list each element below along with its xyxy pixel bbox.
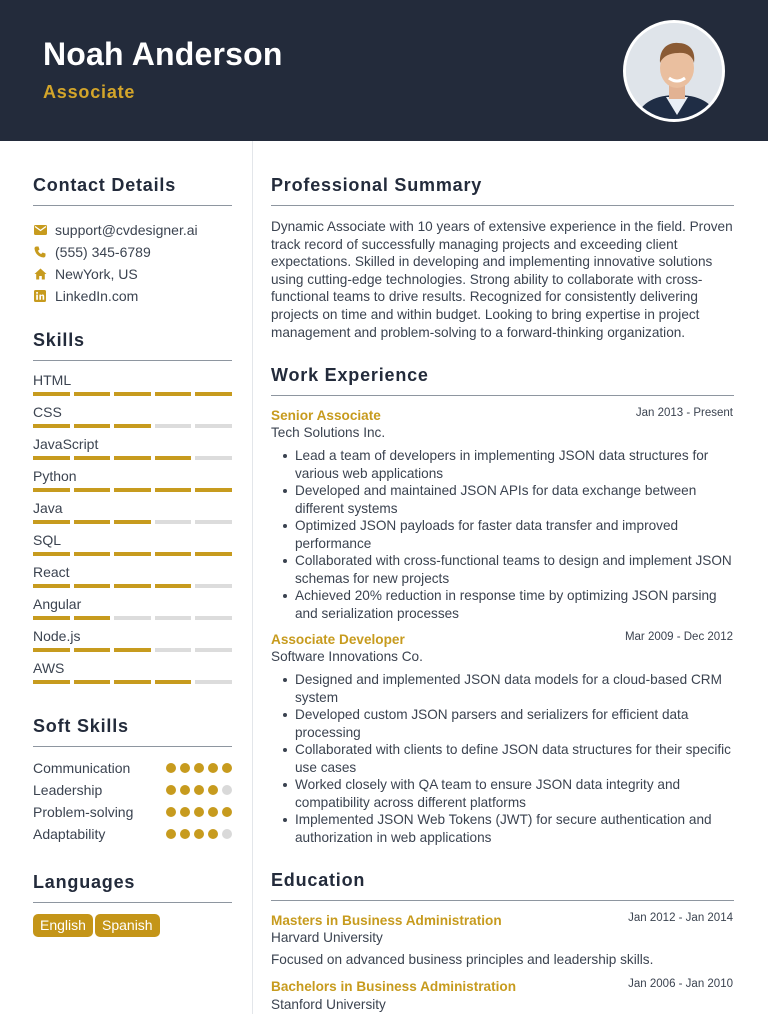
skill-name: Angular [33, 596, 82, 612]
rating-dot [208, 763, 218, 773]
summary-rule [271, 205, 734, 206]
skill-level-bars [33, 456, 232, 460]
skill-row [33, 500, 232, 524]
soft-skill-name: Leadership [33, 782, 103, 798]
profile-photo-icon [626, 23, 725, 122]
contact-location-text: NewYork, US [55, 266, 138, 282]
column-divider [252, 141, 253, 1014]
job-title: Senior Associate [271, 408, 381, 423]
skill-level-segment [33, 680, 70, 684]
skill-level-segment [155, 680, 192, 684]
rating-dot [222, 829, 232, 839]
rating-dot [208, 807, 218, 817]
skill-level-segment [195, 424, 232, 428]
skill-level-segment [155, 392, 192, 396]
skill-name: Node.js [33, 628, 81, 644]
skill-level-bars [33, 648, 232, 652]
skill-level-segment [114, 456, 151, 460]
skill-level-segment [195, 616, 232, 620]
languages-title: Languages [33, 872, 136, 892]
contact-phone[interactable] [33, 243, 151, 261]
skill-name: Python [33, 468, 77, 484]
candidate-name: Noah Anderson [43, 36, 283, 72]
language-badge: Spanish [95, 914, 160, 937]
skill-level-segment [74, 456, 111, 460]
skill-level-segment [155, 424, 192, 428]
skill-level-segment [114, 424, 151, 428]
skill-level-segment [74, 488, 111, 492]
resume-header [0, 0, 768, 141]
skill-level-bars [33, 488, 232, 492]
skill-row [33, 404, 232, 428]
skill-level-segment [195, 456, 232, 460]
skill-level-segment [114, 520, 151, 524]
job-bullets [283, 447, 735, 622]
skill-level-segment [74, 520, 111, 524]
soft-skill-row [33, 825, 232, 843]
job-bullet: Achieved 20% reduction in response time by optimizing JSON parsing and serialization processes [283, 587, 735, 622]
skill-row [33, 532, 232, 556]
skill-level-bars [33, 424, 232, 428]
skill-level-segment [114, 584, 151, 588]
skill-level-segment [74, 392, 111, 396]
job-bullet: Developed and maintained JSON APIs for data exchange between different systems [283, 482, 735, 517]
rating-dot [166, 785, 176, 795]
skill-level-segment [33, 488, 70, 492]
rating-dot [180, 785, 190, 795]
school-name: Stanford University [271, 997, 386, 1012]
skill-row [33, 596, 232, 620]
experience-title: Work Experience [271, 365, 429, 385]
skill-level-bars [33, 520, 232, 524]
skill-level-segment [114, 488, 151, 492]
soft-skill-rating [166, 807, 232, 817]
skill-name: React [33, 564, 70, 580]
rating-dot [166, 807, 176, 817]
contact-phone-text: (555) 345-6789 [55, 244, 151, 260]
degree-description: Focused on advanced business principles and leadership skills. [271, 952, 654, 967]
skill-level-bars [33, 680, 232, 684]
skill-name: Java [33, 500, 63, 516]
degree-title: Bachelors in Business Administration [271, 979, 516, 994]
skill-level-bars [33, 584, 232, 588]
soft-skills-title: Soft Skills [33, 716, 129, 736]
job-bullets [283, 671, 735, 846]
school-name: Harvard University [271, 930, 383, 945]
degree-date: Jan 2012 - Jan 2014 [628, 912, 733, 924]
job-bullet: Developed custom JSON parsers and serializers for efficient data processing [283, 706, 735, 741]
skill-level-bars [33, 552, 232, 556]
skill-name: AWS [33, 660, 65, 676]
rating-dot [208, 829, 218, 839]
skill-level-segment [33, 552, 70, 556]
soft-skill-row [33, 781, 232, 799]
skill-level-segment [33, 584, 70, 588]
soft-skills-rule [33, 746, 232, 747]
rating-dot [180, 763, 190, 773]
phone-icon [33, 245, 47, 259]
avatar [623, 20, 725, 122]
rating-dot [180, 829, 190, 839]
job-bullet: Optimized JSON payloads for faster data transfer and improved performance [283, 517, 735, 552]
job-company: Tech Solutions Inc. [271, 425, 386, 440]
rating-dot [194, 829, 204, 839]
soft-skill-rating [166, 829, 232, 839]
envelope-icon [33, 223, 47, 237]
skill-level-segment [33, 648, 70, 652]
contact-title: Contact Details [33, 175, 177, 195]
summary-title: Professional Summary [271, 175, 483, 195]
skill-row [33, 436, 232, 460]
skill-row [33, 660, 232, 684]
degree-title: Masters in Business Administration [271, 913, 502, 928]
rating-dot [194, 763, 204, 773]
contact-location [33, 265, 138, 283]
job-date: Jan 2013 - Present [635, 407, 733, 419]
skill-level-segment [155, 552, 192, 556]
skill-level-segment [195, 392, 232, 396]
soft-skill-rating [166, 763, 232, 773]
education-rule [271, 900, 734, 901]
job-company: Software Innovations Co. [271, 649, 423, 664]
skill-level-segment [114, 392, 151, 396]
skill-level-segment [114, 680, 151, 684]
job-bullet: Collaborated with clients to define JSON data structures for their specific use cases [283, 741, 735, 776]
skill-level-segment [74, 616, 111, 620]
experience-rule [271, 395, 734, 396]
soft-skill-rating [166, 785, 232, 795]
skill-name: CSS [33, 404, 62, 420]
rating-dot [180, 807, 190, 817]
home-icon [33, 267, 47, 281]
rating-dot [208, 785, 218, 795]
summary-text: Dynamic Associate with 10 years of extensive experience in the field. Proven track record of successfully managing projects and exceeding client expectations. Skilled in developing and implementing innovative solutions using cutting-edge technologies. Strong ability to collaborate with cross-functional teams to drive results. Recognized for consistently delivering projects on time and within budget. Looking to bring expertise in project management and problem-solving to a forward-thinking organization. [271, 219, 733, 340]
skill-level-segment [74, 584, 111, 588]
contact-rule [33, 205, 232, 206]
degree-date: Jan 2006 - Jan 2010 [628, 978, 733, 990]
soft-skill-row [33, 759, 232, 777]
skill-row [33, 628, 232, 652]
job-bullet: Designed and implemented JSON data models for a cloud-based CRM system [283, 671, 735, 706]
skill-name: JavaScript [33, 436, 99, 452]
job-bullet: Collaborated with cross-functional teams to design and implement JSON schemas for new projects [283, 552, 735, 587]
skill-level-segment [74, 680, 111, 684]
skill-level-segment [114, 616, 151, 620]
rating-dot [222, 807, 232, 817]
soft-skill-name: Adaptability [33, 826, 106, 842]
education-title: Education [271, 870, 366, 890]
skill-level-bars [33, 392, 232, 396]
candidate-role: Associate [43, 82, 136, 102]
job-bullet: Worked closely with QA team to ensure JSON data integrity and compatibility across different platforms [283, 776, 735, 811]
skill-level-segment [114, 648, 151, 652]
job-title: Associate Developer [271, 632, 405, 647]
skill-level-segment [114, 552, 151, 556]
skill-level-segment [195, 648, 232, 652]
skill-level-segment [74, 424, 111, 428]
contact-linkedin[interactable] [33, 287, 138, 305]
contact-email-text: support@cvdesigner.ai [55, 222, 198, 238]
job-bullet: Lead a team of developers in implementing JSON data structures for various web applications [283, 447, 735, 482]
language-badge: English [33, 914, 93, 937]
rating-dot [166, 829, 176, 839]
skill-level-segment [155, 584, 192, 588]
rating-dot [222, 763, 232, 773]
skill-level-segment [33, 424, 70, 428]
skill-level-segment [195, 552, 232, 556]
skill-level-segment [155, 456, 192, 460]
skill-level-segment [195, 584, 232, 588]
languages-rule [33, 902, 232, 903]
soft-skill-name: Problem-solving [33, 804, 134, 820]
linkedin-icon [33, 289, 47, 303]
skill-row [33, 468, 232, 492]
soft-skill-name: Communication [33, 760, 131, 776]
skill-name: HTML [33, 372, 72, 388]
rating-dot [166, 763, 176, 773]
skill-level-segment [74, 552, 111, 556]
skill-level-segment [33, 456, 70, 460]
skill-level-segment [33, 616, 70, 620]
skill-row [33, 372, 232, 396]
skill-row [33, 564, 232, 588]
skill-level-segment [155, 616, 192, 620]
skill-level-segment [155, 520, 192, 524]
soft-skill-row [33, 803, 232, 821]
skill-level-segment [74, 648, 111, 652]
contact-email[interactable] [33, 221, 198, 239]
skill-level-segment [155, 488, 192, 492]
skill-level-bars [33, 616, 232, 620]
job-date: Mar 2009 - Dec 2012 [624, 631, 733, 643]
skill-level-segment [33, 520, 70, 524]
skills-title: Skills [33, 330, 85, 350]
rating-dot [194, 785, 204, 795]
skill-level-segment [33, 392, 70, 396]
skill-level-segment [195, 680, 232, 684]
rating-dot [194, 807, 204, 817]
skills-rule [33, 360, 232, 361]
rating-dot [222, 785, 232, 795]
skill-level-segment [195, 520, 232, 524]
skill-level-segment [195, 488, 232, 492]
job-bullet: Implemented JSON Web Tokens (JWT) for secure authentication and authorization in web applications [283, 811, 735, 846]
contact-linkedin-text: LinkedIn.com [55, 288, 139, 304]
skill-name: SQL [33, 532, 62, 548]
skill-level-segment [155, 648, 192, 652]
